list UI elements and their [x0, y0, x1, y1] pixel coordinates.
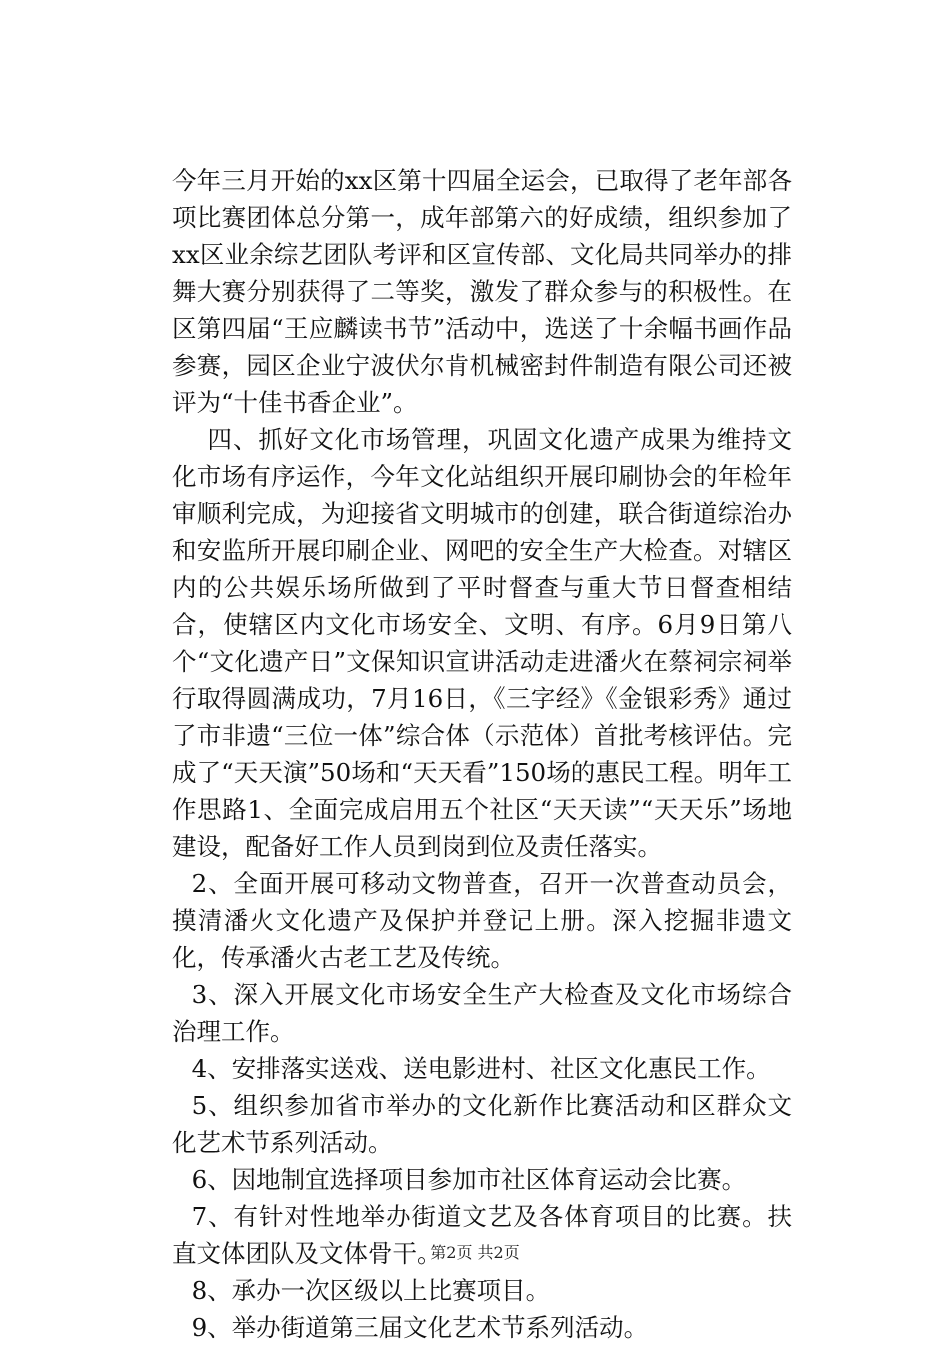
paragraph-item-8: 8、承办一次区级以上比赛项目。 — [191, 1276, 551, 1305]
paragraph-item-5: 5、组织参加省市举办的文化新作比赛活动和区群众文化艺术节系列活动。 — [172, 1091, 792, 1157]
paragraph-item-7: 7、有针对性地举办街道文艺及各体育项目的比赛。扶直文体团队及文体骨干。 — [172, 1202, 792, 1268]
paragraph-item-2: 2、全面开展可移动文物普查，召开一次普查动员会，摸清潘火文化遗产及保护并登记上册。深入挖掘非遗文化，传承潘火古老工艺及传统。 — [172, 869, 792, 972]
paragraph-item-6: 6、因地制宜选择项目参加市社区体育运动会比赛。 — [191, 1165, 747, 1194]
paragraph-item-4: 4、安排落实送戏、送电影进村、社区文化惠民工作。 — [191, 1054, 771, 1083]
paragraph-achievements: 今年三月开始的xx区第十四届全运会，已取得了老年部各项比赛团体总分第一，成年部第六的好成绩，组织参加了xx区业余综艺团队考评和区宣传部、文化局共同举办的排舞大赛分别获得了二等奖，激发了群众参与的积极性。在区第四届“王应麟读书节”活动中，选送了十余幅书画作品参赛，园区企业宁波伏尔肯机械密封件制造有限公司还被评为“十佳书香企业”。 — [172, 166, 792, 417]
paragraph-market-management: 四、抓好文化市场管理，巩固文化遗产成果为维持文化市场有序运作，今年文化站组织开展印刷协会的年检年审顺利完成，为迎接省文明城市的创建，联合街道综治办和安监所开展印刷企业、网吧的安全生产大检查。对辖区内的公共娱乐场所做到了平时督查与重大节日督查相结合，使辖区内文化市场安全、文明、有序。6月9日第八个“文化遗产日”文保知识宣讲活动走进潘火在蔡祠宗祠举行取得圆满成功，7月16日，《三字经》《金银彩秀》通过了市非遗“三位一体”综合体（示范体）首批考核评估。完成了“天天演”50场和“天天看”150场的惠民工程。明年工作思路1、全面完成启用五个社区“天天读”“天天乐”场地建设，配备好工作人员到岗到位及责任落实。 — [172, 425, 792, 861]
paragraph-item-3: 3、深入开展文化市场安全生产大检查及文化市场综合治理工作。 — [172, 980, 792, 1046]
paragraph-item-9: 9、举办街道第三届文化艺术节系列活动。 — [191, 1313, 649, 1342]
page-number-footer: 第2页 共2页 — [430, 1243, 520, 1262]
document-body — [172, 162, 792, 1346]
